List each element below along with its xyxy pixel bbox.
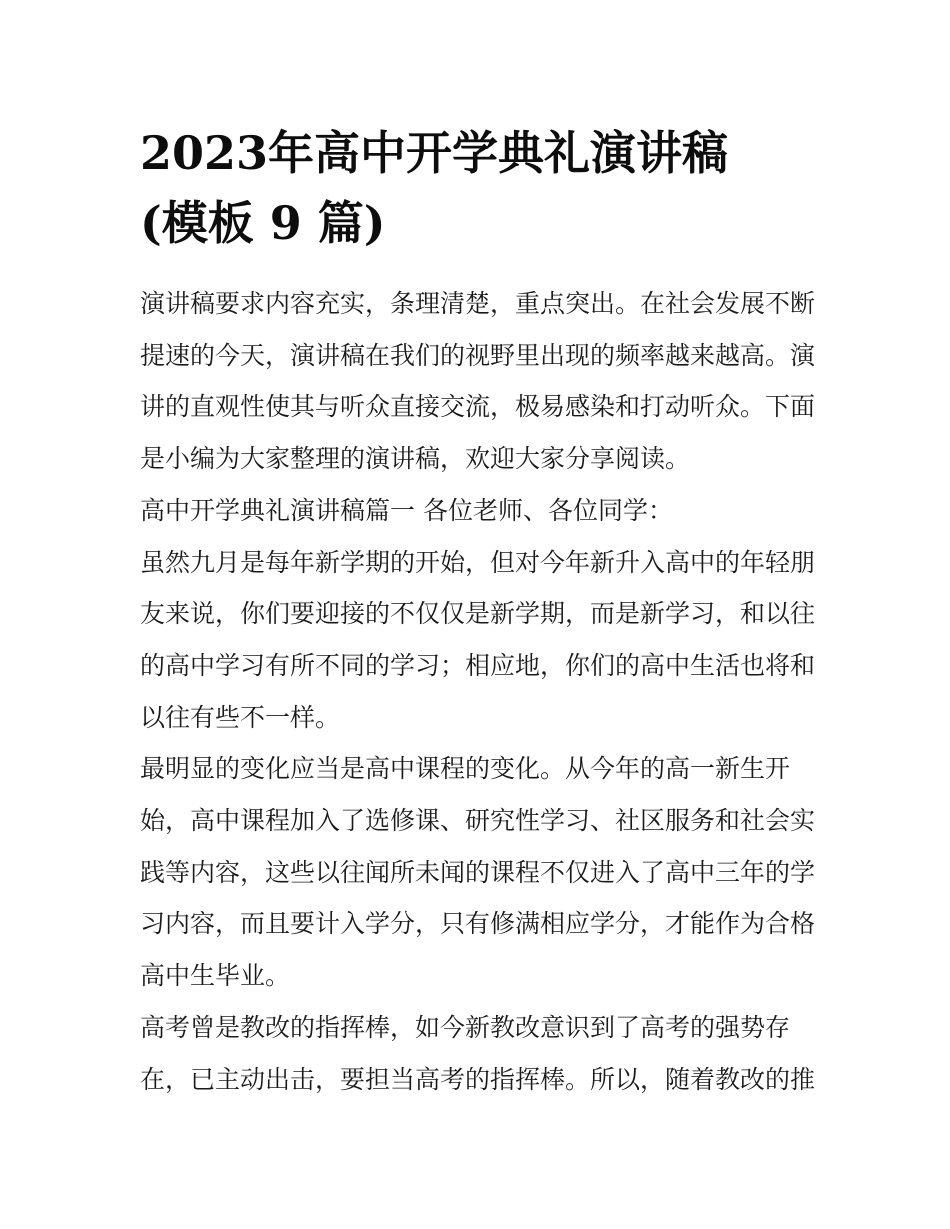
document-body — [140, 278, 820, 1105]
text-line: 高中开学典礼演讲稿篇一 各位老师、各位同学： — [140, 495, 673, 525]
text-line: 讲的直观性使其与听众直接交流，极易感染和打动听众。下面 — [140, 392, 816, 422]
title-line: 2023年高中开学典礼演讲稿 — [140, 126, 729, 180]
document-title — [140, 118, 820, 258]
text-line: 友来说，你们要迎接的不仅仅是新学期，而是新学习，和以往 — [140, 599, 816, 629]
text-line: 提速的今天，演讲稿在我们的视野里出现的频率越来越高。演 — [140, 340, 816, 370]
text-line: 在，已主动出击，要担当高考的指挥棒。所以，随着教改的推 — [140, 1064, 816, 1094]
text-line: 最明显的变化应当是高中课程的变化。从今年的高一新生开 — [140, 754, 791, 784]
text-line: 践等内容，这些以往闻所未闻的课程不仅进入了高中三年的学 — [140, 857, 816, 887]
paragraph-body — [140, 743, 820, 1002]
text-line: 是小编为大家整理的演讲稿，欢迎大家分享阅读。 — [140, 444, 691, 474]
text-line: 以往有些不一样。 — [140, 702, 341, 732]
paragraph-body — [140, 537, 820, 744]
text-line: 始，高中课程加入了选修课、研究性学习、社区服务和社会实 — [140, 806, 816, 836]
paragraph-body — [140, 1002, 820, 1105]
text-line: 高中生毕业。 — [140, 961, 291, 991]
text-line: 的高中学习有所不同的学习；相应地，你们的高中生活也将和 — [140, 650, 816, 680]
text-line: 演讲稿要求内容充实，条理清楚，重点突出。在社会发展不断 — [140, 289, 816, 318]
text-line: 虽然九月是每年新学期的开始，但对今年新升入高中的年轻朋 — [140, 547, 816, 577]
paragraph-section-heading — [140, 485, 820, 537]
paragraph-intro — [140, 278, 820, 485]
text-line: 习内容，而且要计入学分，只有修满相应学分，才能作为合格 — [140, 909, 816, 939]
text-line: 高考曾是教改的指挥棒，如今新教改意识到了高考的强势存 — [140, 1012, 791, 1042]
title-line: (模板 9 篇) — [140, 196, 386, 250]
